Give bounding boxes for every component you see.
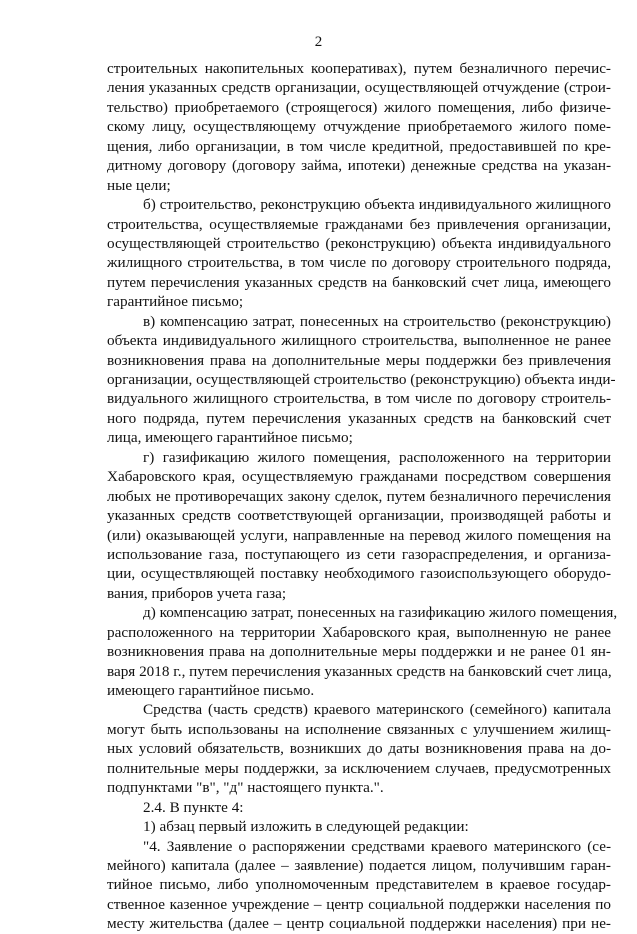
- text-line: ственное казенное учреждение – центр социальной поддержки населения по: [107, 895, 611, 913]
- text-line: возникновения права на дополнительные меры поддержки без привлечения: [107, 351, 611, 369]
- text-line: осуществляющей строительство (реконструкцию) объекта индивидуального: [107, 234, 611, 252]
- text-line: ные цели;: [107, 176, 171, 194]
- text-line: мейного) капитала (далее – заявление) подается лицом, получившим гаран-: [107, 856, 611, 874]
- text-line: 1) абзац первый изложить в следующей редакции:: [143, 818, 469, 836]
- text-line: дитному договору (договору займа, ипотеки) денежные средства на указан-: [107, 157, 611, 175]
- text-line: ления указанных средств организации, осуществляющей отчуждение (строи-: [107, 79, 611, 97]
- text-line: объекта индивидуального жилищного строительства, выполненное не ранее: [107, 332, 611, 350]
- text-line: вания, приборов учета газа;: [107, 584, 287, 602]
- text-line: д) компенсацию затрат, понесенных на газификацию жилого помещения,: [143, 604, 618, 622]
- text-line: жилищного строительства, в том числе по договору строительного подряда,: [107, 254, 611, 272]
- text-line: указанных средств соответствующей организации, производящей работы и: [107, 507, 611, 525]
- text-line: расположенного на территории Хабаровского края, выполненную не ранее: [107, 623, 611, 641]
- text-line: строительных накопительных кооперативах), путем безналичного перечис-: [107, 60, 611, 77]
- document-body: [107, 59, 618, 934]
- text-line: б) строительство, реконструкцию объекта индивидуального жилищного: [143, 196, 611, 214]
- text-line: месту жительства (далее – центр социальной поддержки населения) при не-: [107, 915, 611, 933]
- text-line: тельство) приобретаемого (строящегося) жилого помещения, либо физиче-: [107, 98, 611, 116]
- text-line: в) компенсацию затрат, понесенных на строительство (реконструкцию): [143, 312, 611, 330]
- text-line: подпунктами "в", "д" настоящего пункта.".: [107, 779, 384, 797]
- text-line: щения, либо организации, в том числе кредитной, предоставившей по кре-: [107, 137, 611, 155]
- text-line: лица, имеющего гарантийное письмо;: [107, 429, 353, 447]
- text-line: могут быть использованы на исполнение связанных с улучшением жилищ-: [107, 720, 611, 738]
- page-number: 2: [314, 34, 323, 50]
- text-line: использование газа, поступающего из сети газораспределения, и организа-: [107, 545, 611, 563]
- text-line: г) газификацию жилого помещения, расположенного на территории: [143, 448, 611, 466]
- text-line: Хабаровского края, осуществляемую гражданами посредством совершения: [107, 468, 611, 486]
- text-line: скому лицу, осуществляющему отчуждение приобретаемого жилого поме-: [107, 118, 611, 136]
- text-line: ного подряда, путем перечисления указанных средств на банковский счет: [107, 409, 611, 427]
- text-line: гарантийное письмо;: [107, 293, 244, 311]
- text-line: полнительные меры поддержки, за исключением случаев, предусмотренных: [107, 759, 611, 777]
- text-line: 2.4. В пункте 4:: [143, 798, 244, 816]
- text-line: "4. Заявление о распоряжении средствами краевого материнского (се-: [143, 837, 611, 855]
- text-line: строительства, осуществляемые гражданами без привлечения организации,: [107, 215, 611, 233]
- text-line: видуального жилищного строительства, в том числе по договору строитель-: [107, 390, 611, 408]
- text-line: имеющего гарантийное письмо.: [107, 682, 315, 699]
- text-line: Средства (часть средств) краевого материнского (семейного) капитала: [143, 701, 611, 719]
- text-line: тийное письмо, либо уполномоченным представителем в краевое государ-: [107, 876, 611, 894]
- text-line: любых не противоречащих закону сделок, путем безналичного перечисления: [107, 487, 611, 505]
- text-line: возникновения права на дополнительные меры поддержки и не ранее 01 ян-: [107, 643, 611, 661]
- text-line: организации, осуществляющей строительство (реконструкцию) объекта инди-: [107, 371, 616, 388]
- text-line: варя 2018 г., путем перечисления указанных средств на банковский счет лица,: [107, 662, 612, 680]
- text-line: ных условий обязательств, возникших до даты возникновения права на до-: [107, 740, 611, 758]
- text-line: путем перечисления указанных средств на банковский счет лица, имеющего: [107, 273, 611, 291]
- text-line: ции, осуществляющей поставку необходимого газоиспользующего оборудо-: [107, 565, 611, 583]
- text-line: (или) оказывающей услуги, направленные на перевод жилого помещения на: [107, 526, 611, 544]
